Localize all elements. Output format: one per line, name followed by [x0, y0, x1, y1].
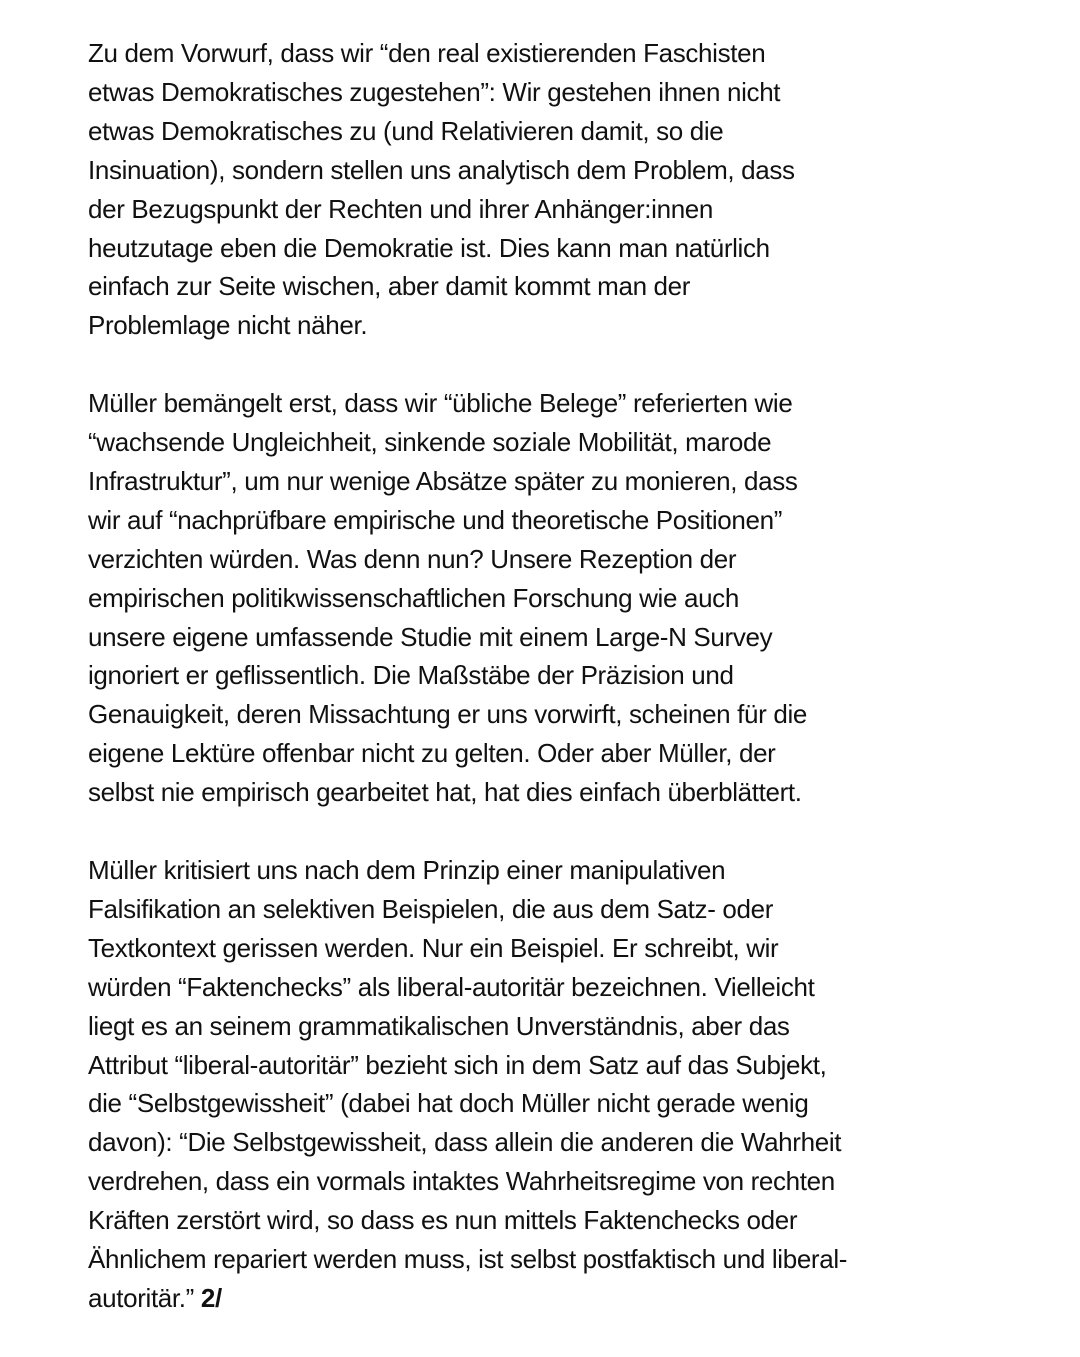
- text-line: Müller kritisiert uns nach dem Prinzip einer manipulativen: [88, 855, 726, 885]
- text-line: Infrastruktur”, um nur wenige Absätze später zu monieren, dass: [88, 465, 798, 496]
- text-line-last: [88, 1279, 1048, 1318]
- text-line: liegt es an seinem grammatikalischen Unverständnis, aber das: [88, 1010, 790, 1041]
- text-line: selbst nie empirisch gearbeitet hat, hat dies einfach überblättert.: [88, 777, 802, 808]
- text-line: verdrehen, dass ein vormals intaktes Wahrheitsregime von rechten: [88, 1166, 835, 1197]
- paragraph-3: [88, 851, 1048, 1318]
- text-line: eigene Lektüre offenbar nicht zu gelten. Oder aber Müller, der: [88, 738, 776, 769]
- text-line: heutzutage eben die Demokratie ist. Dies kann man natürlich: [88, 232, 770, 263]
- text-line: “wachsende Ungleichheit, sinkende soziale Mobilität, marode: [88, 427, 772, 458]
- document-body: [88, 34, 1048, 1357]
- text-line: Textkontext gerissen werden. Nur ein Beispiel. Er schreibt, wir: [88, 932, 779, 963]
- paragraph-2: [88, 384, 1048, 812]
- text-line: unsere eigene umfassende Studie mit einem Large-N Survey: [88, 621, 773, 652]
- text-line: Zu dem Vorwurf, dass wir “den real existierenden Faschisten: [88, 38, 766, 68]
- text-line: etwas Demokratisches zugestehen”: Wir gestehen ihnen nicht: [88, 76, 781, 107]
- text-line: Attribut “liberal-autoritär” bezieht sich in dem Satz auf das Subjekt,: [88, 1049, 827, 1080]
- text-line: Genauigkeit, deren Missachtung er uns vorwirft, scheinen für die: [88, 699, 807, 730]
- text-line: würden “Faktenchecks” als liberal-autoritär bezeichnen. Vielleicht: [88, 971, 815, 1002]
- text-line: der Bezugspunkt der Rechten und ihrer Anhänger:innen: [88, 193, 714, 224]
- paragraph-1: [88, 34, 1048, 345]
- last-line-text: autoritär.”: [88, 1282, 194, 1313]
- text-line: verzichten würden. Was denn nun? Unsere Rezeption der: [88, 543, 737, 574]
- text-line: ignoriert er geflissentlich. Die Maßstäbe der Präzision und: [88, 660, 734, 691]
- text-line: etwas Demokratisches zu (und Relativieren damit, so die: [88, 115, 724, 146]
- page-marker: 2/: [200, 1282, 222, 1313]
- text-line: wir auf “nachprüfbare empirische und theoretische Positionen”: [88, 504, 783, 535]
- text-line: Kräften zerstört wird, so dass es nun mittels Faktenchecks oder: [88, 1205, 798, 1236]
- text-line: Problemlage nicht näher.: [88, 310, 368, 341]
- text-line: Falsifikation an selektiven Beispielen, die aus dem Satz- oder: [88, 893, 774, 924]
- text-line: die “Selbstgewissheit” (dabei hat doch Müller nicht gerade wenig: [88, 1088, 809, 1119]
- text-line: einfach zur Seite wischen, aber damit kommt man der: [88, 271, 691, 302]
- text-line: empirischen politikwissenschaftlichen Forschung wie auch: [88, 582, 739, 613]
- text-line: Ähnlichem repariert werden muss, ist selbst postfaktisch und liberal-: [88, 1244, 848, 1275]
- text-line: Müller bemängelt erst, dass wir “übliche Belege” referierten wie: [88, 388, 793, 419]
- text-line: Insinuation), sondern stellen uns analytisch dem Problem, dass: [88, 154, 795, 185]
- text-line: davon): “Die Selbstgewissheit, dass allein die anderen die Wahrheit: [88, 1127, 842, 1158]
